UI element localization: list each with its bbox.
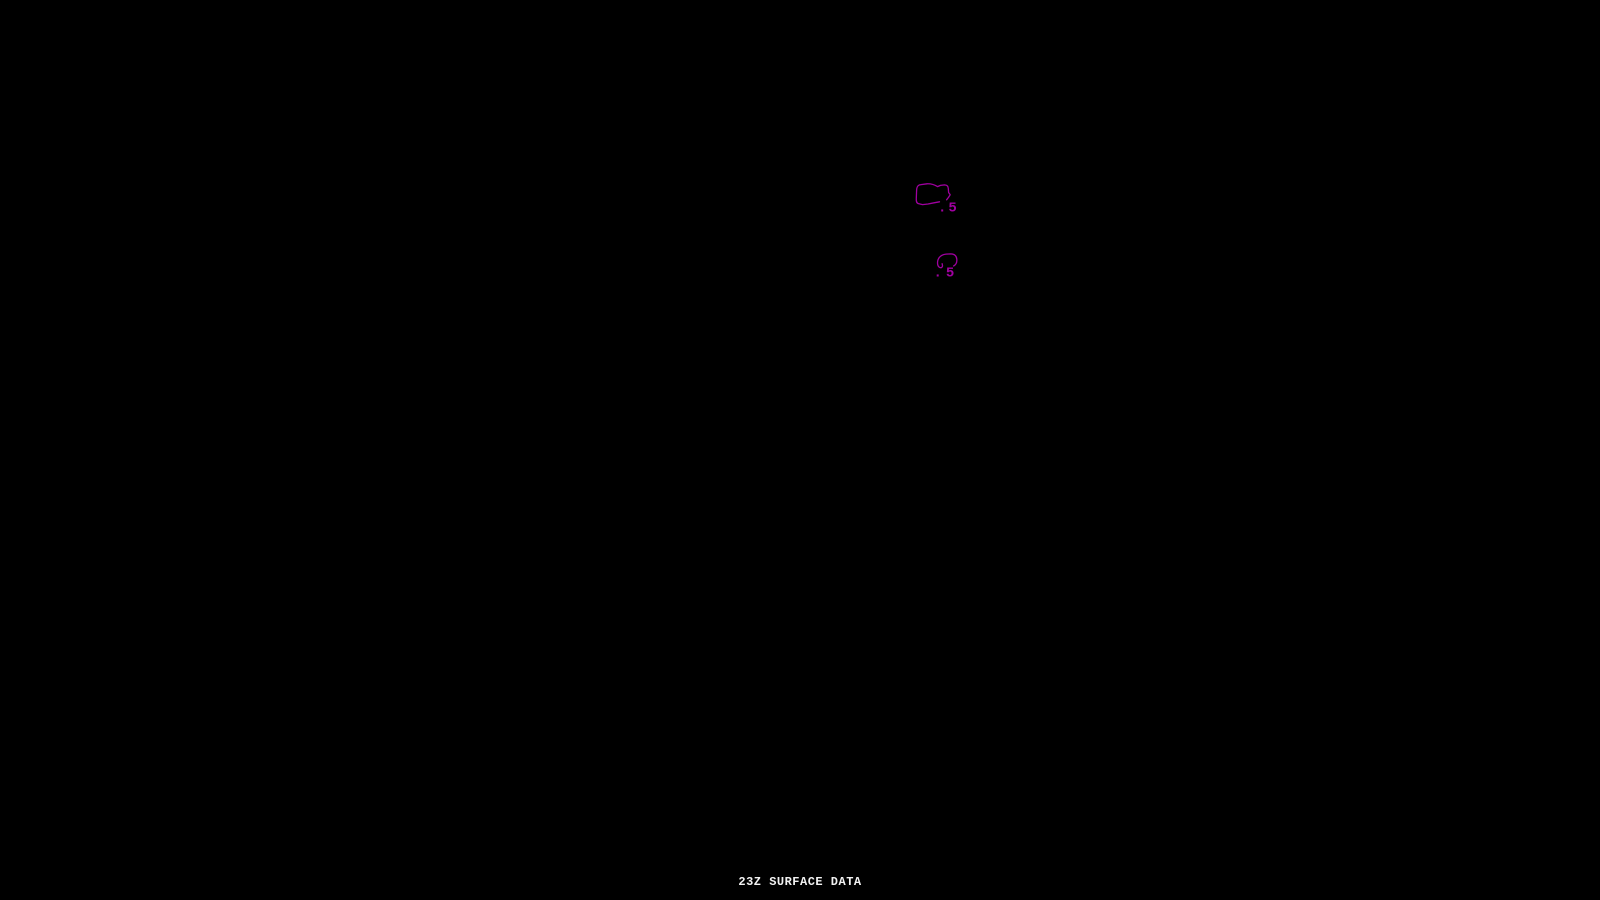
status-text: 23Z SURFACE DATA [738, 875, 862, 889]
contour-value-label-lower: .5 [933, 265, 959, 282]
contour-value-label-upper: .5 [938, 200, 959, 217]
